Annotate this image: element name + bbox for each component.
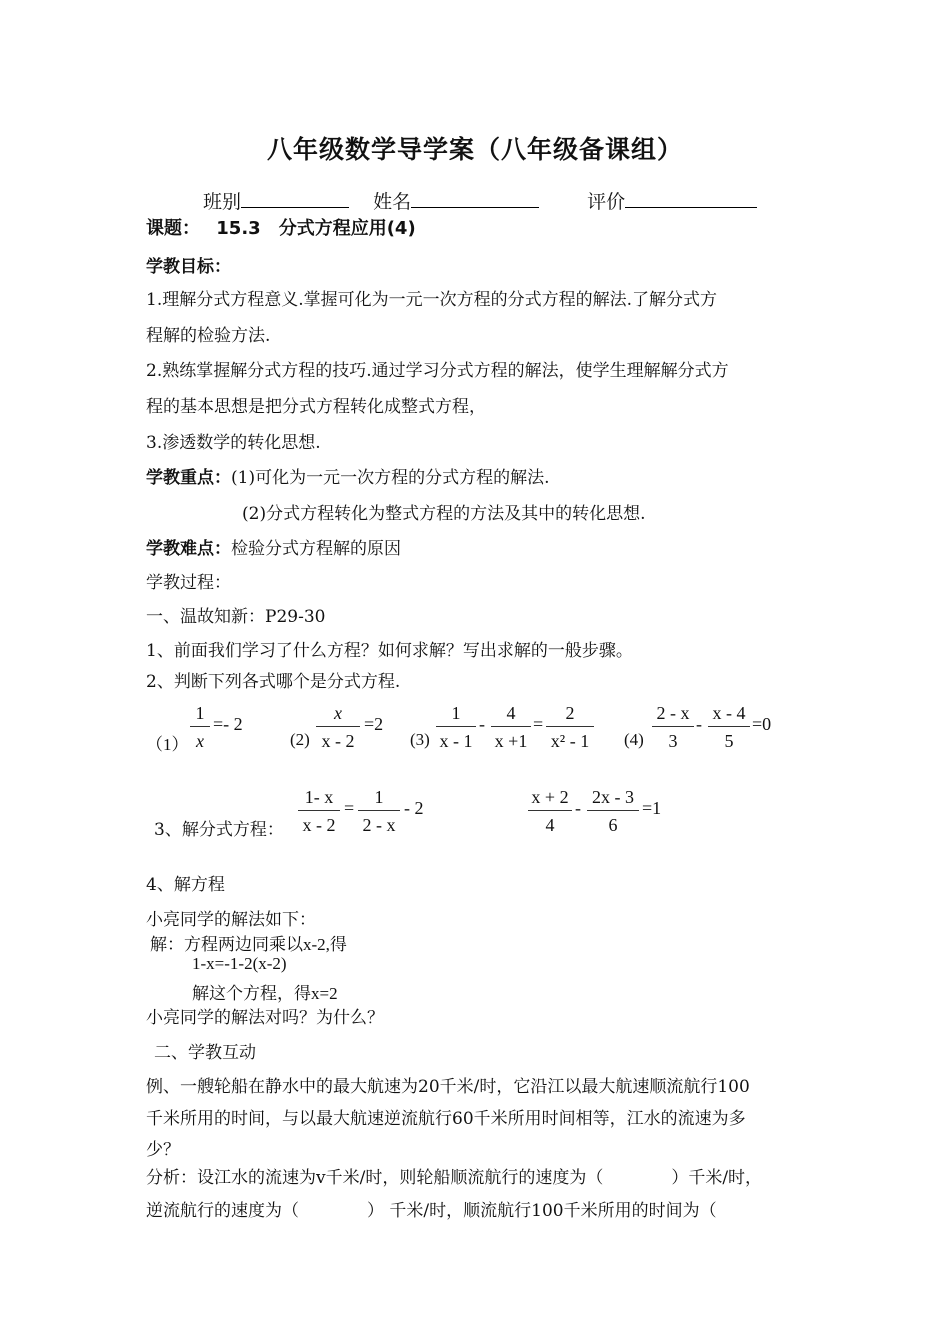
objective-line: 2.熟练掌握解分式方程的技巧.通过学习分式方程的解法，使学生理解解分式方 [146,361,729,381]
eq6-fraction-2 [587,787,639,836]
question-2: 2、判断下列各式哪个是分式方程. [146,672,401,692]
objective-line: 程的基本思想是把分式方程转化成整式方程， [146,397,486,417]
page-title: 八年级数学导学案（八年级备课组） [266,135,683,164]
xl-step-2: 1-x=-1-2(x-2) [192,954,287,973]
eq3-num-3: 2 [565,703,575,723]
xl-step-1: 解：方程两边同乘以x-2,得 [150,935,347,954]
eq6-minus: - [575,798,581,818]
eval-label: 评价 [587,191,626,213]
key-points-label: 学教重点： [146,468,231,488]
example-line: 少？ [146,1140,180,1160]
eq6-num-1: x + 2 [531,787,569,807]
eq1-num: 1 [195,703,205,723]
objective-line: 程解的检验方法. [146,326,271,346]
topic-label: 课题： [146,218,200,239]
question-1: 1、前面我们学习了什么方程？如何求解？写出求解的一般步骤。 [146,641,633,661]
eq3-num-2: 4 [506,703,516,723]
eq1-rhs: =- 2 [213,714,243,734]
xl-intro: 小亮同学的解法如下： [146,910,316,929]
eq3-fraction-1 [436,703,476,752]
eq5-fraction-2 [358,787,400,836]
eq4-den-2: 5 [724,731,734,751]
eq2-fraction [316,703,360,752]
eq-label-1: （1） [146,735,189,754]
class-label: 班别 [203,191,242,213]
student-info-row [203,187,757,214]
xl-step-3: 解这个方程，得x=2 [192,984,338,1003]
question-3: 3、解分式方程： [154,820,284,840]
key-points [146,463,549,488]
eq3-minus: - [479,714,485,734]
eq5-den-1: x - 2 [302,815,336,835]
name-blank[interactable] [411,189,539,208]
eq3-equals: = [533,714,544,734]
eq6-den-1: 4 [545,815,555,835]
objective-line: 1.理解分式方程意义.掌握可化为一元一次方程的分式方程的解法.了解分式方 [146,290,718,310]
eq4-fraction-2 [708,703,750,752]
key-point-2: (2)分式方程转化为整式方程的方法及其中的转化思想. [242,504,646,524]
difficult-text: 检验分式方程解的原因 [231,539,401,559]
eq6-num-2: 2x - 3 [592,787,634,807]
eq3-fraction-2 [491,703,531,752]
eq5-num-1: 1- x [304,787,334,807]
eq4-minus: - [696,714,702,734]
eq6-fraction-1 [528,787,572,836]
objective-line: 3.渗透数学的转化思想. [146,433,321,453]
difficult-points [146,534,401,559]
analysis-line-2: 逆流航行的速度为（ ） 千米/时，顺流航行100千米所用的时间为（ [146,1201,717,1221]
interaction-heading: 二、学教互动 [154,1043,256,1063]
eq3-den-1: x - 1 [439,731,473,751]
eq-label-3: (3) [410,730,430,749]
eq4-fraction-1 [652,703,694,752]
eval-blank[interactable] [625,189,757,208]
eq6-rhs: =1 [642,798,662,818]
eq4-num-1: 2 - x [656,703,690,723]
xl-question: 小亮同学的解法对吗？为什么？ [146,1008,384,1027]
eq1-den: x [196,731,204,751]
eq5-fraction-1 [298,787,340,836]
example-line: 例、一艘轮船在静水中的最大航速为20千米/时，它沿江以最大航速顺流航行100 [146,1077,750,1097]
topic-text: 15.3 分式方程应用(4) [216,218,416,239]
eq5-num-2: 1 [374,787,384,807]
eq4-num-2: x - 4 [712,703,746,723]
name-label: 姓名 [373,191,412,213]
topic-line [146,214,416,240]
eq1-fraction [190,703,210,752]
eq3-den-2: x +1 [494,731,528,751]
eq6-den-2: 6 [608,815,618,835]
eq5-den-2: 2 - x [362,815,396,835]
example-line: 千米所用的时间，与以最大航速逆流航行60千米所用时间相等，江水的流速为多 [146,1109,746,1129]
eq3-num-1: 1 [451,703,461,723]
objectives-heading: 学教目标： [146,257,231,277]
analysis-line-1: 分析：设江水的流速为v千米/时，则轮船顺流航行的速度为（ ）千米/时， [146,1168,763,1188]
question-4: 4、解方程 [146,875,225,895]
eq-label-4: (4) [624,730,644,749]
eq3-den-3: x² - 1 [550,731,590,751]
eq-label-2: (2) [290,730,310,749]
eq4-rhs: =0 [752,714,772,734]
class-blank[interactable] [241,189,349,208]
eq5-rest: - 2 [404,798,424,818]
key-point-1: (1)可化为一元一次方程的分式方程的解法. [231,468,550,488]
eq2-rhs: =2 [364,714,384,734]
eq5-equals: = [344,798,355,818]
eq3-fraction-3 [546,703,594,752]
review-heading: 一、温故知新：P29-30 [146,607,326,627]
eq2-num: x [334,703,342,723]
eq2-den: x - 2 [321,731,355,751]
process-heading: 学教过程： [146,573,231,593]
difficult-label: 学教难点： [146,539,231,559]
eq4-den-1: 3 [668,731,678,751]
